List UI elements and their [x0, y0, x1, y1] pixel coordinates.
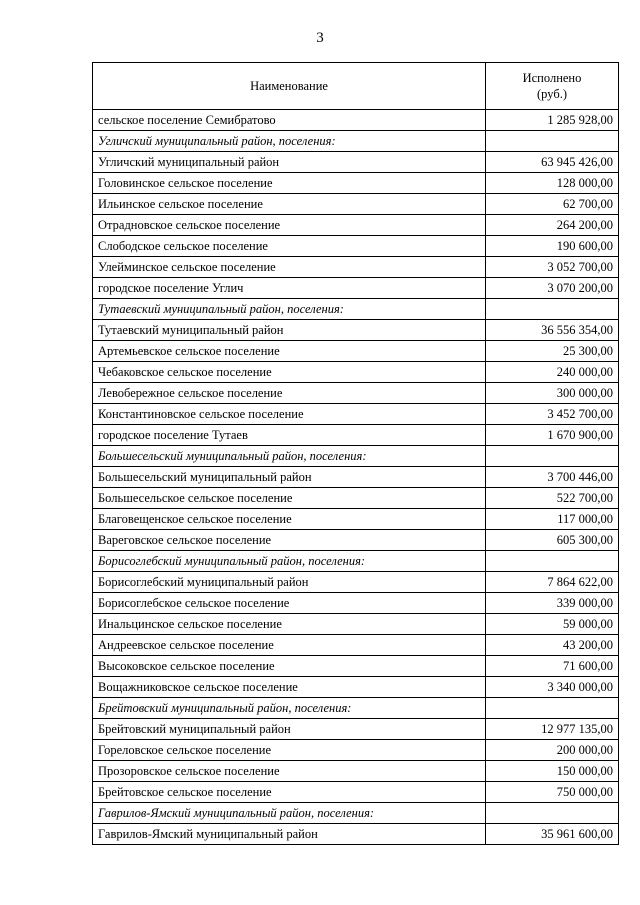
- group-title-cell: Угличский муниципальный район, поселения:: [93, 131, 486, 152]
- table-row: [93, 656, 619, 677]
- name-cell: Гореловское сельское поселение: [93, 740, 486, 761]
- name-cell: Высоковское сельское поселение: [93, 656, 486, 677]
- name-cell: Константиновское сельское поселение: [93, 404, 486, 425]
- name-cell: Чебаковское сельское поселение: [93, 362, 486, 383]
- table-row: [93, 488, 619, 509]
- name-cell: Благовещенское сельское поселение: [93, 509, 486, 530]
- value-cell: 3 452 700,00: [486, 404, 619, 425]
- group-title-cell: Борисоглебский муниципальный район, поселения:: [93, 551, 486, 572]
- table-row: [93, 362, 619, 383]
- table-group-row: [93, 551, 619, 572]
- value-cell: 3 340 000,00: [486, 677, 619, 698]
- table-row: [93, 614, 619, 635]
- table-row: [93, 677, 619, 698]
- name-cell: Брейтовское сельское поселение: [93, 782, 486, 803]
- value-cell: 12 977 135,00: [486, 719, 619, 740]
- table-row: [93, 341, 619, 362]
- table-row: [93, 404, 619, 425]
- value-cell: 1 285 928,00: [486, 110, 619, 131]
- table-row: [93, 719, 619, 740]
- value-cell: 264 200,00: [486, 215, 619, 236]
- value-cell: 3 070 200,00: [486, 278, 619, 299]
- value-cell: 71 600,00: [486, 656, 619, 677]
- name-cell: Головинское сельское поселение: [93, 173, 486, 194]
- table-header: [93, 63, 619, 110]
- column-header-name: Наименование: [93, 63, 486, 110]
- table-row: [93, 782, 619, 803]
- table-row: [93, 320, 619, 341]
- value-cell: 63 945 426,00: [486, 152, 619, 173]
- value-cell: [486, 446, 619, 467]
- column-header-value-line2: (руб.): [537, 87, 567, 101]
- budget-table: [92, 62, 619, 845]
- table-body: [93, 110, 619, 845]
- value-cell: 59 000,00: [486, 614, 619, 635]
- value-cell: 150 000,00: [486, 761, 619, 782]
- table-row: [93, 425, 619, 446]
- table-row: [93, 110, 619, 131]
- value-cell: 43 200,00: [486, 635, 619, 656]
- table-row: [93, 173, 619, 194]
- table-group-row: [93, 131, 619, 152]
- table-row: [93, 215, 619, 236]
- name-cell: Отрадновское сельское поселение: [93, 215, 486, 236]
- page-number: 3: [316, 30, 324, 46]
- name-cell: Инальцинское сельское поселение: [93, 614, 486, 635]
- value-cell: 35 961 600,00: [486, 824, 619, 845]
- value-cell: 62 700,00: [486, 194, 619, 215]
- name-cell: городское поселение Углич: [93, 278, 486, 299]
- name-cell: Гаврилов-Ямский муниципальный район: [93, 824, 486, 845]
- table-group-row: [93, 299, 619, 320]
- value-cell: 339 000,00: [486, 593, 619, 614]
- name-cell: Левобережное сельское поселение: [93, 383, 486, 404]
- table-row: [93, 509, 619, 530]
- value-cell: 200 000,00: [486, 740, 619, 761]
- value-cell: [486, 551, 619, 572]
- value-cell: 7 864 622,00: [486, 572, 619, 593]
- name-cell: Борисоглебское сельское поселение: [93, 593, 486, 614]
- value-cell: [486, 299, 619, 320]
- name-cell: городское поселение Тутаев: [93, 425, 486, 446]
- name-cell: Большесельское сельское поселение: [93, 488, 486, 509]
- table-group-row: [93, 698, 619, 719]
- table-row: [93, 383, 619, 404]
- value-cell: 190 600,00: [486, 236, 619, 257]
- value-cell: 36 556 354,00: [486, 320, 619, 341]
- value-cell: 3 700 446,00: [486, 467, 619, 488]
- table-row: [93, 530, 619, 551]
- column-header-value-line1: Исполнено: [522, 71, 582, 85]
- value-cell: 522 700,00: [486, 488, 619, 509]
- table-group-row: [93, 446, 619, 467]
- table-row: [93, 761, 619, 782]
- table-row: [93, 572, 619, 593]
- column-header-value: [486, 63, 619, 110]
- group-title-cell: Гаврилов-Ямский муниципальный район, поселения:: [93, 803, 486, 824]
- name-cell: Брейтовский муниципальный район: [93, 719, 486, 740]
- table-row: [93, 740, 619, 761]
- name-cell: Тутаевский муниципальный район: [93, 320, 486, 341]
- value-cell: 117 000,00: [486, 509, 619, 530]
- table-row: [93, 635, 619, 656]
- value-cell: 25 300,00: [486, 341, 619, 362]
- table-header-row: [93, 63, 619, 110]
- name-cell: Улейминское сельское поселение: [93, 257, 486, 278]
- value-cell: 128 000,00: [486, 173, 619, 194]
- table-row: [93, 467, 619, 488]
- name-cell: сельское поселение Семибратово: [93, 110, 486, 131]
- group-title-cell: Большесельский муниципальный район, поселения:: [93, 446, 486, 467]
- value-cell: 300 000,00: [486, 383, 619, 404]
- name-cell: Ильинское сельское поселение: [93, 194, 486, 215]
- name-cell: Артемьевское сельское поселение: [93, 341, 486, 362]
- table-group-row: [93, 803, 619, 824]
- name-cell: Большесельский муниципальный район: [93, 467, 486, 488]
- value-cell: 750 000,00: [486, 782, 619, 803]
- value-cell: 605 300,00: [486, 530, 619, 551]
- value-cell: [486, 131, 619, 152]
- group-title-cell: Брейтовский муниципальный район, поселения:: [93, 698, 486, 719]
- table-row: [93, 824, 619, 845]
- name-cell: Вареговское сельское поселение: [93, 530, 486, 551]
- name-cell: Прозоровское сельское поселение: [93, 761, 486, 782]
- name-cell: Борисоглебский муниципальный район: [93, 572, 486, 593]
- value-cell: [486, 698, 619, 719]
- table-row: [93, 257, 619, 278]
- table-row: [93, 152, 619, 173]
- name-cell: Вощажниковское сельское поселение: [93, 677, 486, 698]
- group-title-cell: Тутаевский муниципальный район, поселения:: [93, 299, 486, 320]
- table-row: [93, 194, 619, 215]
- value-cell: 1 670 900,00: [486, 425, 619, 446]
- table-row: [93, 278, 619, 299]
- table-row: [93, 236, 619, 257]
- name-cell: Слободское сельское поселение: [93, 236, 486, 257]
- name-cell: Андреевское сельское поселение: [93, 635, 486, 656]
- value-cell: [486, 803, 619, 824]
- name-cell: Угличский муниципальный район: [93, 152, 486, 173]
- table-row: [93, 593, 619, 614]
- value-cell: 240 000,00: [486, 362, 619, 383]
- value-cell: 3 052 700,00: [486, 257, 619, 278]
